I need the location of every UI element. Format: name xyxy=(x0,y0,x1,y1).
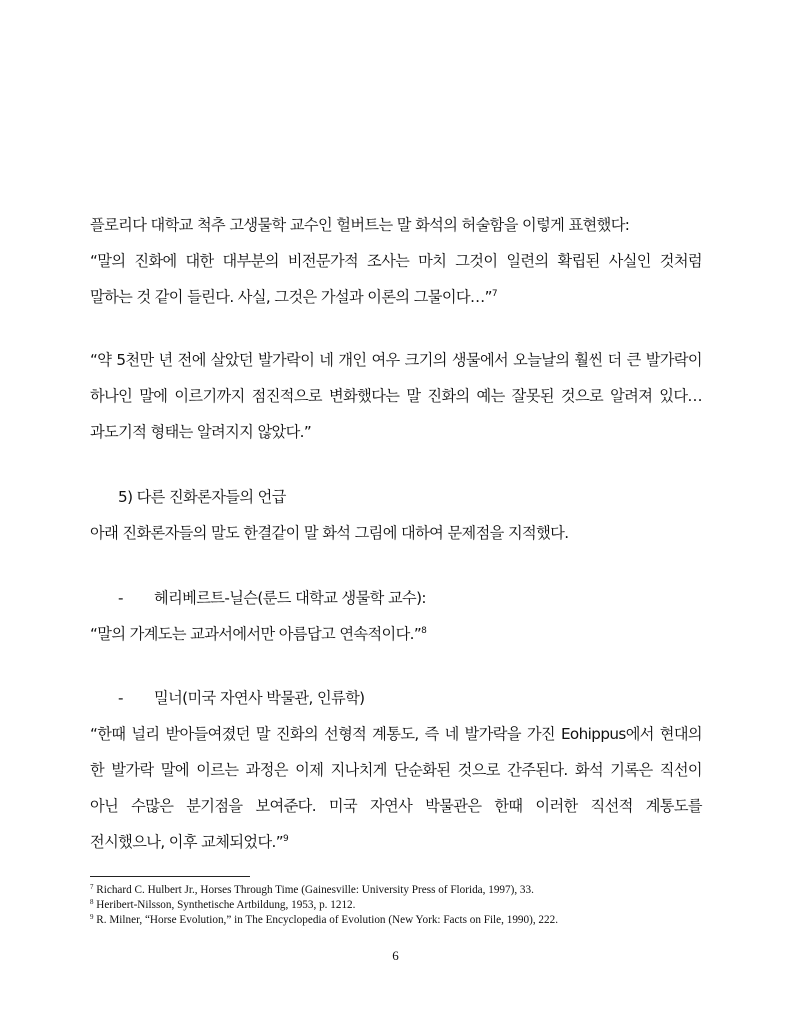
list-dash: - xyxy=(118,689,123,707)
page-number: 6 xyxy=(392,948,399,963)
section-5 xyxy=(90,479,702,551)
section-5-intro: 아래 진화론자들의 말도 한결같이 말 화석 그림에 대하여 문제점을 지적했다. xyxy=(90,524,569,542)
footnote-ref-7: 7 xyxy=(491,289,498,299)
milner-quote-line: 아닌 수많은 분기점을 보여준다. 미국 자연사 박물관은 한때 이러한 직선적 계통도를 xyxy=(90,797,702,815)
hulbert-quote-text: 말하는 것 같이 들린다. 사실, 그것은 가설과 이론의 그물이다…” xyxy=(90,288,492,306)
hulbert-quote-line: “말의 진화에 대한 대부분의 비전문가적 조사는 마치 그것이 일련의 확립된 사실인 것처럼 xyxy=(90,252,702,270)
footnote-text: Heribert-Nilsson, Synthetische Artbildung, 1953, p. 1212. xyxy=(93,899,356,911)
milner-label: 밀너(미국 자연사 박물관, 인류학) xyxy=(154,689,365,707)
evolution-quote-line: 과도기적 형태는 알려지지 않았다.” xyxy=(90,423,312,441)
milner-quote-line: “한때 널리 받아들여졌던 말 진화의 선형적 계통도, 즉 네 발가락을 가진 Eohippus에서 현대의 xyxy=(90,725,702,743)
intro-line: 플로리다 대학교 척추 고생물학 교수인 헐버트는 말 화석의 허술함을 이렇게 표현했다: xyxy=(90,216,630,234)
hulbert-quote-line-end xyxy=(90,279,702,315)
heribert-label: 헤리베르트-닐슨(룬드 대학교 생물학 교수): xyxy=(154,589,426,607)
footnote-text: R. Milner, “Horse Evolution,” in The Encyclopedia of Evolution (New York: Facts on File, 1990), 222. xyxy=(93,914,558,926)
milner-quote-line-end xyxy=(90,824,702,860)
list-dash: - xyxy=(118,589,123,607)
milner-item xyxy=(90,680,702,860)
footnote-9 xyxy=(90,913,710,928)
footnote-7 xyxy=(90,883,710,898)
footnote-number: 8 xyxy=(90,898,94,906)
heribert-quote: “말의 가계도는 교과서에서만 아름답고 연속적이다.” xyxy=(90,625,422,643)
section-5-heading: 5) 다른 진화론자들의 언급 xyxy=(118,488,286,506)
footnote-text: Richard C. Hulbert Jr., Horses Through Time (Gainesville: University Press of Florida, 1997), 33. xyxy=(93,884,534,896)
heribert-quote-line xyxy=(90,616,702,652)
milner-heading xyxy=(90,680,702,716)
heribert-heading xyxy=(90,580,702,616)
intro-paragraph xyxy=(90,207,702,315)
evolution-quote-line: 하나인 말에 이르기까지 점진적으로 변화했다는 말 진화의 예는 잘못된 것으로 알려져 있다… xyxy=(90,387,702,405)
footnote-divider xyxy=(90,876,250,877)
heribert-item xyxy=(90,580,702,652)
footnote-8 xyxy=(90,898,710,913)
footnote-ref-9: 9 xyxy=(283,834,289,844)
milner-quote-line: 한 발가락 말에 이르는 과정은 이제 지나치게 단순화된 것으로 간주된다. 화석 기록은 직선이 xyxy=(90,761,702,779)
milner-quote-text: 전시했으나, 이후 교체되었다.” xyxy=(90,833,284,851)
footnote-number: 7 xyxy=(90,883,94,891)
footnote-ref-8: 8 xyxy=(421,626,427,636)
evolution-quote-line: “약 5천만 년 전에 살았던 발가락이 네 개인 여우 크기의 생물에서 오늘날의 훨씬 더 큰 발가락이 xyxy=(90,351,702,369)
footnotes xyxy=(90,883,710,928)
evolution-quote-paragraph xyxy=(90,342,702,450)
footnote-number: 9 xyxy=(90,913,94,921)
